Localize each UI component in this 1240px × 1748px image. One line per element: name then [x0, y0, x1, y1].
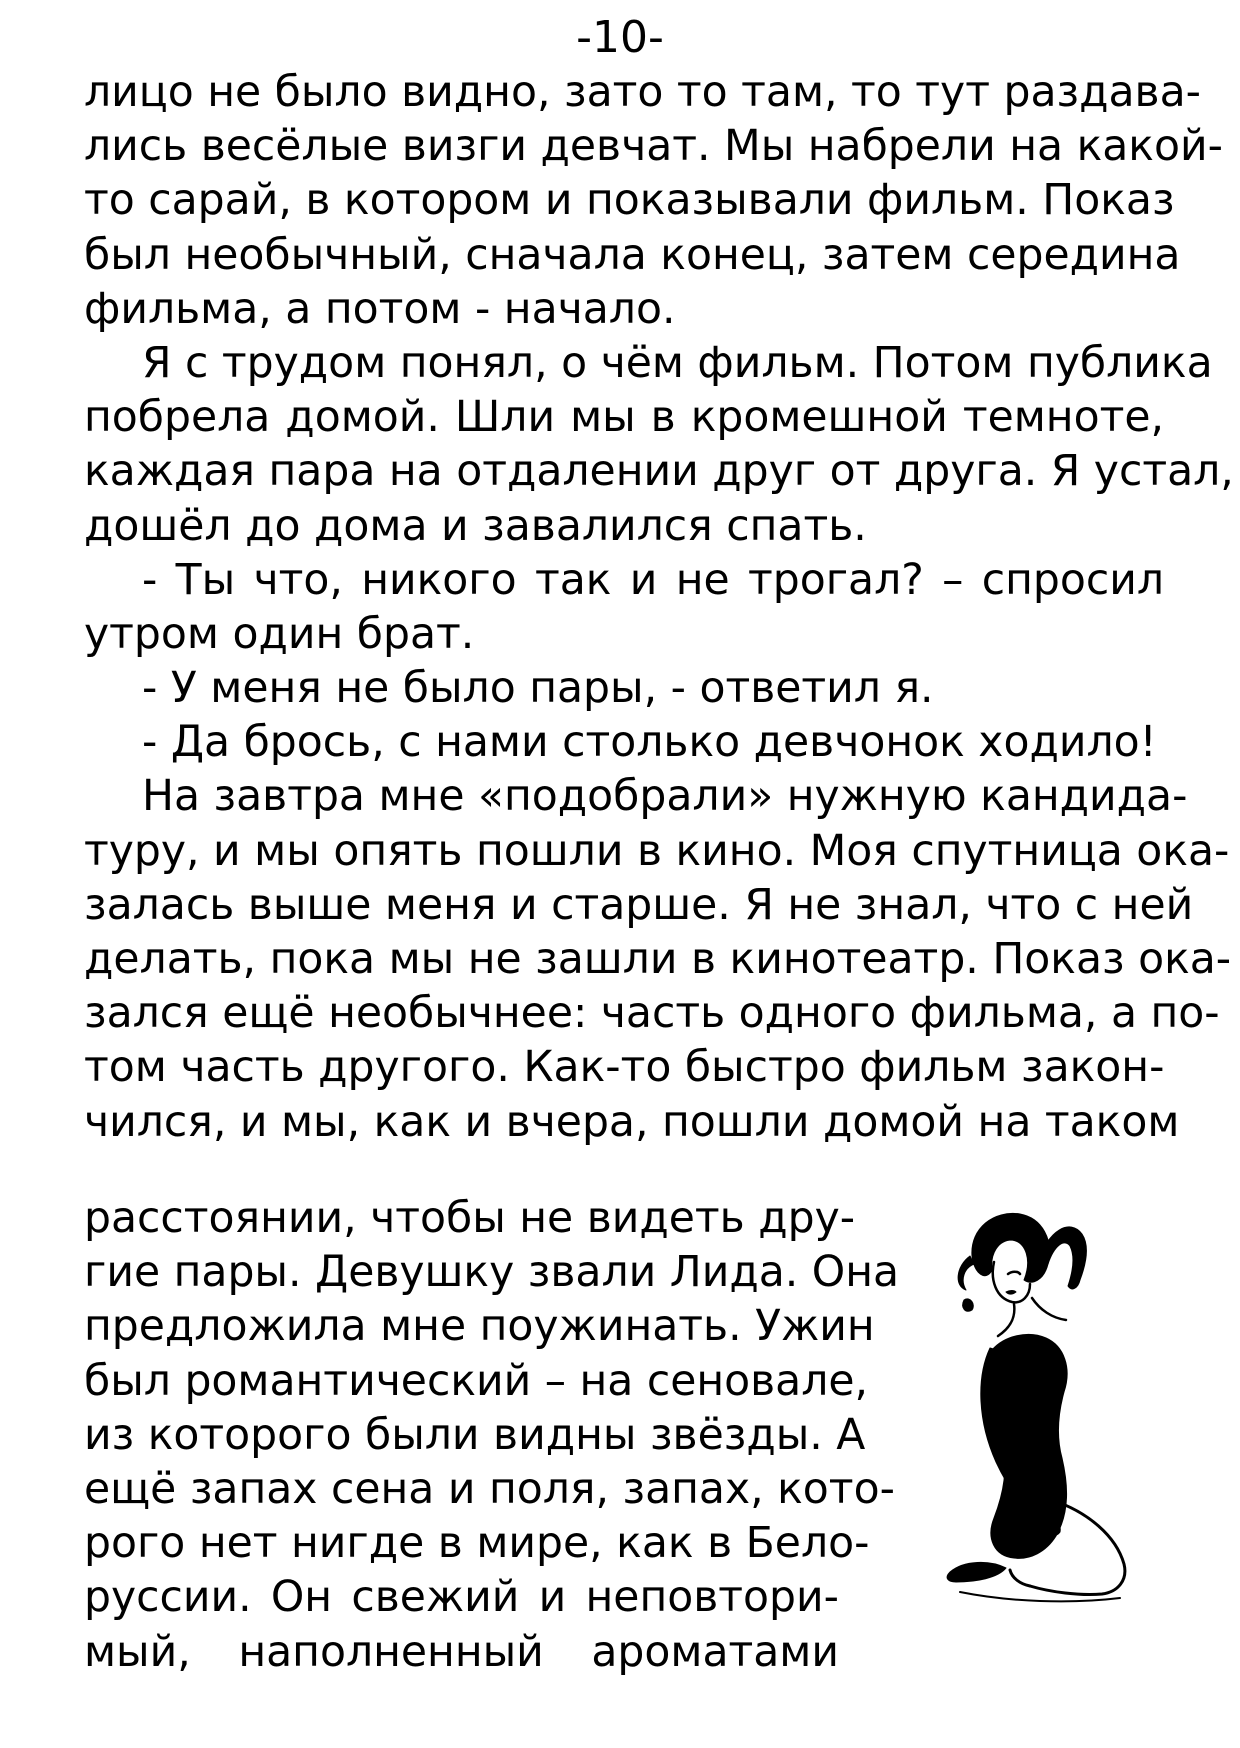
- text-line: Я с трудом понял, о чём фильм. Потом публика: [142, 338, 1213, 388]
- text-line: - Да брось, с нами столько девчонок ходило!: [142, 718, 1157, 768]
- text-line: зался ещё необычнее: часть одного фильма, а по-: [84, 989, 1220, 1039]
- text-line: фильма, а потом - начало.: [84, 284, 676, 334]
- text-line: расстоянии, чтобы не видеть дру-: [84, 1194, 856, 1243]
- text-line: из которого были видны звёзды. А: [84, 1410, 866, 1460]
- text-line: то сарай, в котором и показывали фильм. Показ: [84, 176, 1175, 226]
- text-line: мый, наполненный ароматами: [84, 1627, 839, 1677]
- text-line: - Ты что, никого так и не трогал? – спросил: [142, 555, 1164, 605]
- text-line: ещё запах сена и поля, запах, кото-: [84, 1464, 895, 1514]
- text-line: гие пары. Девушку звали Лида. Она: [84, 1248, 900, 1298]
- text-line: утром один брат.: [84, 609, 475, 659]
- page-number: -10-: [576, 12, 664, 63]
- text-line: руссии. Он свежий и неповтори-: [84, 1573, 839, 1623]
- text-line: чился, и мы, как и вчера, пошли домой на таком: [84, 1097, 1180, 1147]
- text-line: том часть другого. Как-то быстро фильм закон-: [84, 1043, 1165, 1093]
- wrapped-text: [84, 1192, 900, 1680]
- text-line: лись весёлые визги девчат. Мы набрели на какой-: [84, 122, 1223, 172]
- text-line: лицо не было видно, зато то там, то тут раздава-: [84, 68, 1201, 117]
- text-line: На завтра мне «подобрали» нужную кандида-: [142, 772, 1188, 822]
- text-line: предложила мне поужинать. Ужин: [84, 1302, 875, 1352]
- pin-up-woman-silhouette-icon: [920, 1200, 1140, 1620]
- text-line: был необычный, сначала конец, затем середина: [84, 230, 1181, 280]
- text-line: был романтический – на сеновале,: [84, 1356, 869, 1406]
- text-line: делать, пока мы не зашли в кинотеатр. Показ ока-: [84, 935, 1232, 984]
- text-line: залась выше меня и старше. Я не знал, что с ней: [84, 880, 1194, 930]
- pin-up-illustration: [920, 1200, 1140, 1620]
- text-line: каждая пара на отдалении друг от друга. Я устал,: [84, 447, 1234, 497]
- text-line: рого нет нигде в мире, как в Бело-: [84, 1519, 870, 1569]
- text-line: - У меня не было пары, - ответил я.: [142, 664, 934, 714]
- text-line: дошёл до дома и завалился спать.: [84, 501, 867, 551]
- text-line: туру, и мы опять пошли в кино. Моя спутница ока-: [84, 826, 1230, 876]
- text-line: побрела домой. Шли мы в кромешной темноте,: [84, 393, 1164, 443]
- body-text: [84, 66, 1234, 1150]
